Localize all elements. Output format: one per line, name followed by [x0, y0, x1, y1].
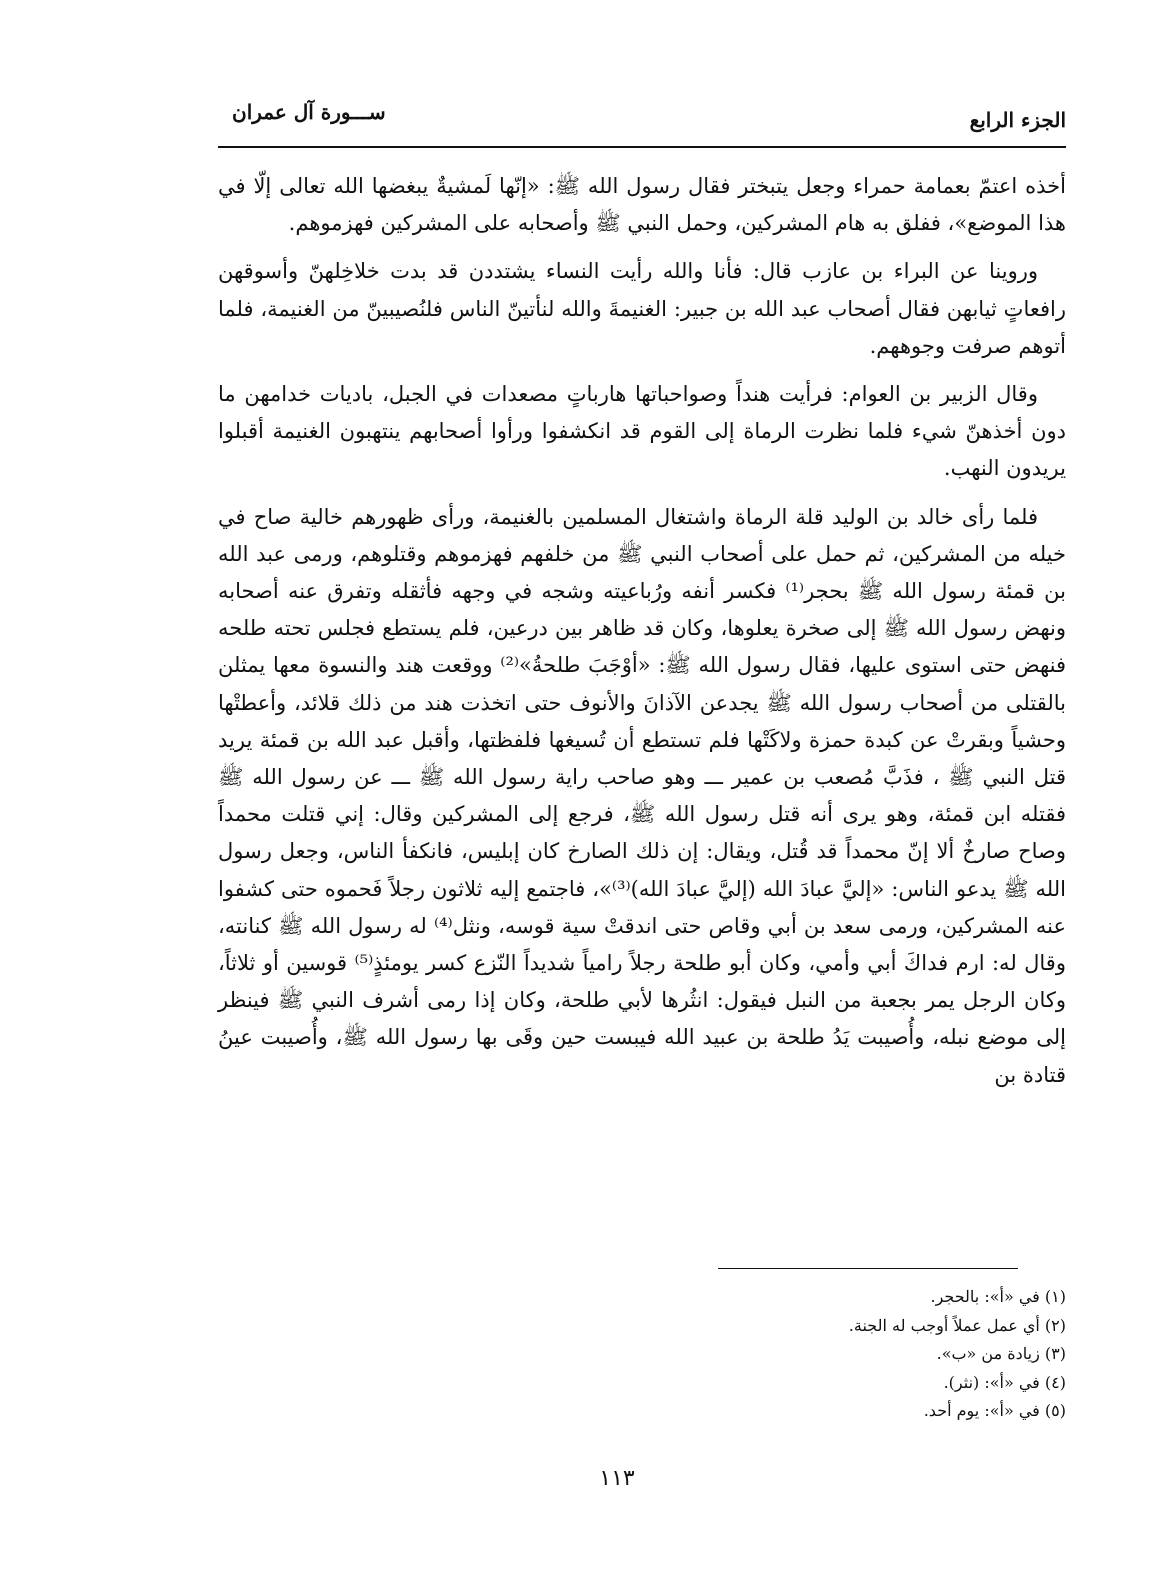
running-header [218, 96, 1066, 144]
footnote-item: (٤) في «أ»: (نثر). [943, 1372, 1066, 1392]
main-text [218, 168, 1066, 1105]
paragraph: فلما رأى خالد بن الوليد قلة الرماة واشتغال المسلمين بالغنيمة، ورأى ظهورهم خالية صاح في خيله من المشركين، ثم حمل على أصحاب النبي ﷺ من خلفهم فهزموهم وقتلوهم، ورمى عبد الله بن قمئة رسول الله ﷺ بحجر⁽¹⁾ فكسر أنفه ورُباعيته وشجه في وجهه فأثقله وتفرق عنه أصحابه ونهض رسول الله ﷺ إلى صخرة يعلوها، وكان قد ظاهر بين درعين، فلم يستطع فجلس تحته طلحه فنهض حتى استوى عليها، فقال رسول الله ﷺ: «أوْجَبَ طلحةُ»⁽²⁾ ووقعت هند والنسوة معها يمثلن بالقتلى من أصحاب رسول الله ﷺ يجدعن الآذانَ والأنوف حتى اتخذت هند من ذلك قلائد، وأعطتْها وحشياً وبقرتْ عن كبدة حمزة ولاكَتْها فلم تستطع أن تُسيغها فلفظتها، وأقبل عبد الله بن قمئة يريد قتل النبي ﷺ ، فذَبَّ مُصعب بن عمير ـــ وهو صاحب راية رسول الله ﷺ ـــ عن رسول الله ﷺ فقتله ابن قمئة، وهو يرى أنه قتل رسول الله ﷺ، فرجع إلى المشركين وقال: إني قتلت محمداً وصاح صارخٌ ألا إنّ محمداً قد قُتل، ويقال: إن ذلك الصارخ كان إبليس، فانكفأ الناس، وجعل رسول الله ﷺ يدعو الناس: «إليَّ عبادَ الله (إليَّ عبادَ الله)⁽³⁾»، فاجتمع إليه ثلاثون رجلاً فَحموه حتى كشفوا عنه المشركين، ورمى سعد بن أبي وقاص حتى اندقتْ سية قوسه، ونثل⁽⁴⁾ له رسول الله ﷺ كنانته، وقال له: ارم فداكَ أبي وأمي، وكان أبو طلحة رجلاً رامياً شديداً النّزع كسر يومئذٍ⁽⁵⁾ قوسين أو ثلاثاً، وكان الرجل يمر بجعبة من النبل فيقول: انثُرها لأبي طلحة، وكان إذا رمى أشرف النبي ﷺ فينظر إلى موضع نبله، وأُصيبت يَدُ طلحة بن عبيد الله فيبست حين وقَى بها رسول الله ﷺ، وأُصيبت عينُ قتادة بن [218, 504, 1066, 1087]
header-rule [218, 146, 1066, 148]
footnote-item: (٥) في «أ»: يوم أحد. [923, 1401, 1066, 1420]
footnote-item: (٢) أي عمل عملاً أوجب له الجنة. [848, 1315, 1066, 1335]
footnote-item: (٣) زيادة من «ب». [936, 1344, 1066, 1363]
paragraph: أخذه اعتمّ بعمامة حمراء وجعل يتبختر فقال رسول الله ﷺ: «إنّها لَمشيةٌ يبغضها الله تعالى إلّا في هذا الموضع»، ففلق به هام المشركين، وحمل النبي ﷺ وأصحابه على المشركين فهزموهم. [218, 174, 1066, 236]
footnotes [218, 1283, 1066, 1426]
paragraph: وروينا عن البراء بن عازب قال: فأنا والله رأيت النساء يشتددن قد بدت خلاخِلهنّ وأسوقهن رافعاتٍ ثيابهن فقال أصحاب عبد الله بن جبير: الغنيمةَ والله لنأتينّ الناس فلنُصيبينّ من الغنيمة، فلما أتوهم صرفت وجوههم. [218, 259, 1066, 358]
paragraph: وقال الزبير بن العوام: فرأيت هنداً وصواحباتها هارباتٍ مصعدات في الجبل، باديات خدامهن ما دون أخذهنّ شيء فلما نظرت الرماة إلى القوم قد انكشفوا ورأوا أصحابهم ينتهبون الغنيمة أقبلوا يريدون النهب. [218, 382, 1066, 481]
part-title: الجزء الرابع [969, 108, 1066, 132]
page-number: ١١٣ [599, 1466, 635, 1491]
footnote-item: (١) في «أ»: بالحجر. [930, 1287, 1066, 1306]
surah-title: ســـورة آل عمران [232, 100, 386, 124]
footnote-rule [718, 1268, 1018, 1269]
